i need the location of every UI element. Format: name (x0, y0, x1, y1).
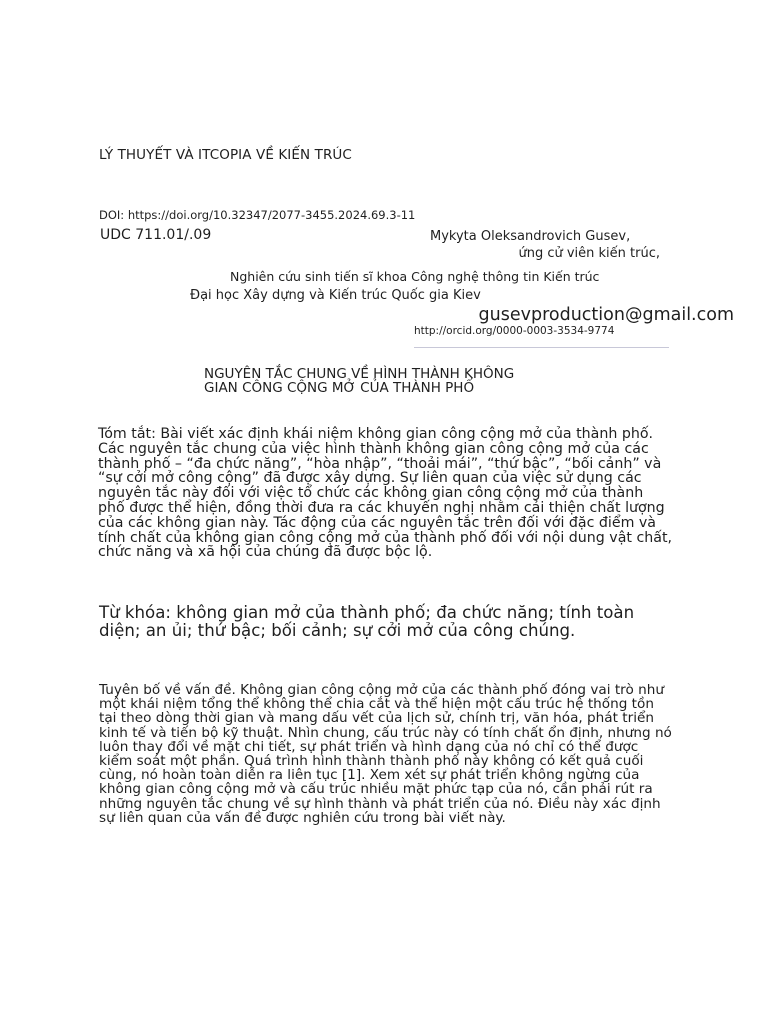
author-orcid: http://orcid.org/0000-0003-3534-9774 (414, 325, 615, 337)
udc-code: UDC 711.01/.09 (100, 227, 212, 243)
article-title-line-2: GIAN CÔNG CỘNG MỞ CỦA THÀNH PHỐ (204, 380, 475, 396)
article-title-line-1: NGUYÊN TẮC CHUNG VỀ HÌNH THÀNH KHÔNG (204, 366, 515, 382)
doi-line: DOI: https://doi.org/10.32347/2077-3455.2024.69.3-11 (99, 208, 416, 222)
abstract-paragraph: Tóm tắt: Bài viết xác định khái niệm không gian công cộng mở của thành phố. Các nguyên tắc chung của việc hình thành không gian công cộng mở của các thành phố – “đa chức năng”, “hòa nhập”, “thoải mái”, “thứ bậc”, “bối cảnh” và “sự cởi mở công cộng” đã được xây dựng. Sự liên quan của việc sử dụng các nguyên tắc này đối với việc tổ chức các không gian công cộng mở của thành phố được thể hiện, đồng thời đưa ra các khuyến nghị nhằm cải thiện chất lượng của các không gian này. Tác động của các nguyên tắc trên đối với đặc điểm và tính chất của không gian công cộng mở của thành phố đối với nội dung vật chất, chức năng và xã hội của chúng đã được bộc lộ. (98, 426, 673, 561)
intro-paragraph: Tuyên bố về vấn đề. Không gian công cộng mở của các thành phố đóng vai trò như một khái niệm tổng thể không thể chia cắt và thể hiện một cấu trúc hệ thống tồn tại theo dòng thời gian và mang dấu vết của lịch sử, chính trị, văn hóa, phát triển kinh tế và tiến bộ kỹ thuật. Nhìn chung, cấu trúc này có tính chất ổn định, nhưng nó luôn thay đổi về mặt chi tiết, sự phát triển và hình dạng của nó chỉ có thể được kiểm soát một phần. Quá trình hình thành thành phố này không có kết quả cuối cùng, nó hoàn toàn diễn ra liên tục [1]. Xem xét sự phát triển không ngừng của không gian công cộng mở và cấu trúc nhiều mặt phức tạp của nó, cần phải rút ra những nguyên tắc chung về sự hình thành và phát triển của nó. Điều này xác định sự liên quan của vấn đề được nghiên cứu trong bài viết này. (99, 682, 672, 826)
author-email: gusevproduction@gmail.com (478, 305, 734, 325)
author-name: Mykyta Oleksandrovich Gusev, (430, 229, 631, 244)
keywords-paragraph: Từ khóa: không gian mở của thành phố; đa chức năng; tính toàn diện; an ủi; thứ bậc; bối cảnh; sự cởi mở của công chúng. (99, 603, 635, 640)
author-affiliation-university: Đại học Xây dựng và Kiến trúc Quốc gia Kiev (190, 288, 481, 303)
journal-section-title: LÝ THUYẾT VÀ ITCOPIA VỀ KIẾN TRÚC (99, 147, 352, 163)
article-title (204, 367, 574, 395)
author-affiliation-department: Nghiên cứu sinh tiến sĩ khoa Công nghệ thông tin Kiến trúc (230, 269, 600, 284)
author-role: ứng cử viên kiến trúc, (518, 246, 660, 261)
divider (414, 347, 669, 348)
